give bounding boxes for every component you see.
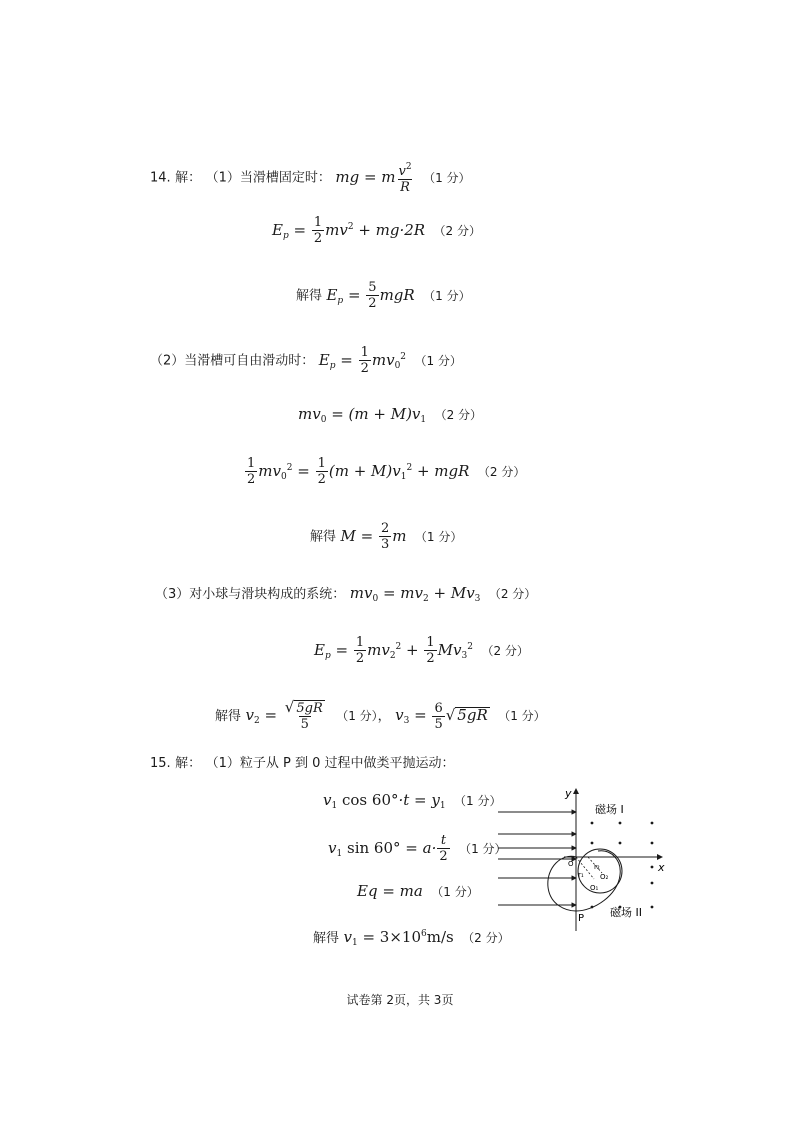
q14-comma: ， [377,709,391,724]
q14-eq8: $mv_0 = mv_2 + Mv_3$ [349,584,481,604]
q14-part2-text: 当滑槽可自由滑动时： [184,353,315,369]
q14-solve-label: 解： [175,170,202,186]
label-y: y [565,787,572,800]
electric-field-lines [498,812,576,905]
q15-eq2: $v_1$ sin 60° = a· $\frac{t}{2}$ [328,833,448,864]
q14-eq5-line [298,407,482,425]
q14-eq8-score: （2 分） [488,587,537,601]
q14-eq5: $mv_0 = (m + M)v_1$ [298,405,427,425]
q14-eq10-line [215,700,546,732]
q14-eq10a: $v_2$ = $\frac{√ 5gR}{5}$ [245,698,323,732]
q14-part2-line [150,345,462,376]
q14-part3-line [155,586,536,604]
label-o: O [568,860,574,868]
q15-eq3-score: （1 分） [431,885,479,899]
q14-eq2-score: （2 分） [433,223,481,238]
q15-part1-line [150,756,455,770]
q14-solved-label-2: 解得 [310,529,337,545]
q14-eq6-score: （2 分） [477,464,526,479]
q14-eq3: $E_p$ = $\frac{5}{2}$ mgR [326,280,415,311]
q15-number: 15. [150,756,171,771]
q14-eq7-score: （1 分） [414,529,463,544]
q14-eq1-score: （1 分） [423,170,471,185]
q15-eq4: $v_1 = 3\times 10^6m/s$ [343,928,454,948]
q14-eq3-line [296,280,471,311]
q15-eq4-score: （2 分） [462,931,510,945]
q14-eq7-line [310,521,462,552]
q15-solve-label: 解： [175,756,202,771]
field-dots [591,822,654,909]
q14-eq9-score: （2 分） [481,643,529,658]
trajectory-small [578,849,622,893]
q14-eq10b: $v_3$ = $\frac{6}{5}$ √ 5gR [395,700,488,732]
label-p: P [578,913,585,924]
q14-eq2: $E_p$ = $\frac{1}{2}$ $mv^2 + mg\cdot 2R$ [272,215,426,246]
q14-eq1: mg = m $\frac{v^2}{R}$ [335,162,412,195]
label-r1: r₁ [578,871,584,879]
label-o2: O₂ [600,873,609,881]
q14-eq10b-score: （1 分） [498,709,546,723]
q15-eq3: Eq = ma [357,882,423,900]
q15-solved-label: 解得 [313,931,340,946]
q15-eq2-line [328,833,507,864]
q14-eq2-line [272,215,481,246]
q14-eq6-line [244,456,525,487]
q14-eq10a-score: （1 分） [336,709,378,723]
q14-eq6: $\frac{1}{2}$ $mv_0^2$ = $\frac{1}{2}$ $(m + M)v_1^2$ + mgR [247,456,470,487]
q15-eq4-line [313,930,510,948]
q14-part2-label: （2） [150,353,185,369]
q14-eq4: $E_p$ = $\frac{1}{2}$ $mv_0^2$ [318,345,407,376]
q14-eq4-score: （1 分） [414,353,462,368]
label-o1: O₁ [590,884,599,892]
q14-part3-label: （3） [155,587,190,602]
q14-eq7: M = $\frac{2}{3}$ m [340,521,407,552]
q15-v1-exp: 6 [421,929,427,939]
q14-eq9-line [314,635,529,666]
q15-part1-label: （1） [205,756,240,771]
q15-eq3-line [357,884,479,899]
q14-part3-text: 对小球与滑块构成的系统： [189,587,346,602]
label-field2: 磁场 II [610,906,642,919]
q14-part1-text: 当滑槽固定时： [239,170,331,186]
page-footer: 试卷第 2页，共 3页 [346,993,454,1007]
q14-solved-label-3: 解得 [215,709,242,724]
q14-part1-label: （1） [205,170,240,186]
q14-eq3-score: （1 分） [423,288,471,303]
label-x: x [658,861,665,874]
q15-part1-text: 粒子从 P 到 0 过程中做类平抛运动： [239,756,455,771]
q15-eq1: $v_1$ $\cos 60^\circ\cdot t = y_1$ [323,791,446,811]
label-field1: 磁场 I [595,803,624,816]
q14-number: 14. [150,170,171,186]
magnetic-field-diagram [492,783,672,933]
q14-eq9: $E_p$ = $\frac{1}{2}$ $mv_2^2$ + $\frac{1}{2}$ $Mv_3^2$ [314,635,473,666]
q15-eq1-line [323,793,502,811]
q15-v1-unit: m/s [426,928,454,946]
q15-eq1-score: （1 分） [454,794,502,808]
q14-eq5-score: （2 分） [434,408,483,422]
q14-part1-line [150,160,471,195]
trajectory-large [548,851,620,911]
q14-solved-label: 解得 [296,288,323,304]
q15-eq2-score: （1 分） [459,841,507,856]
label-r2: r₂ [594,863,600,871]
q15-v1-value: 3×10 [379,928,421,946]
